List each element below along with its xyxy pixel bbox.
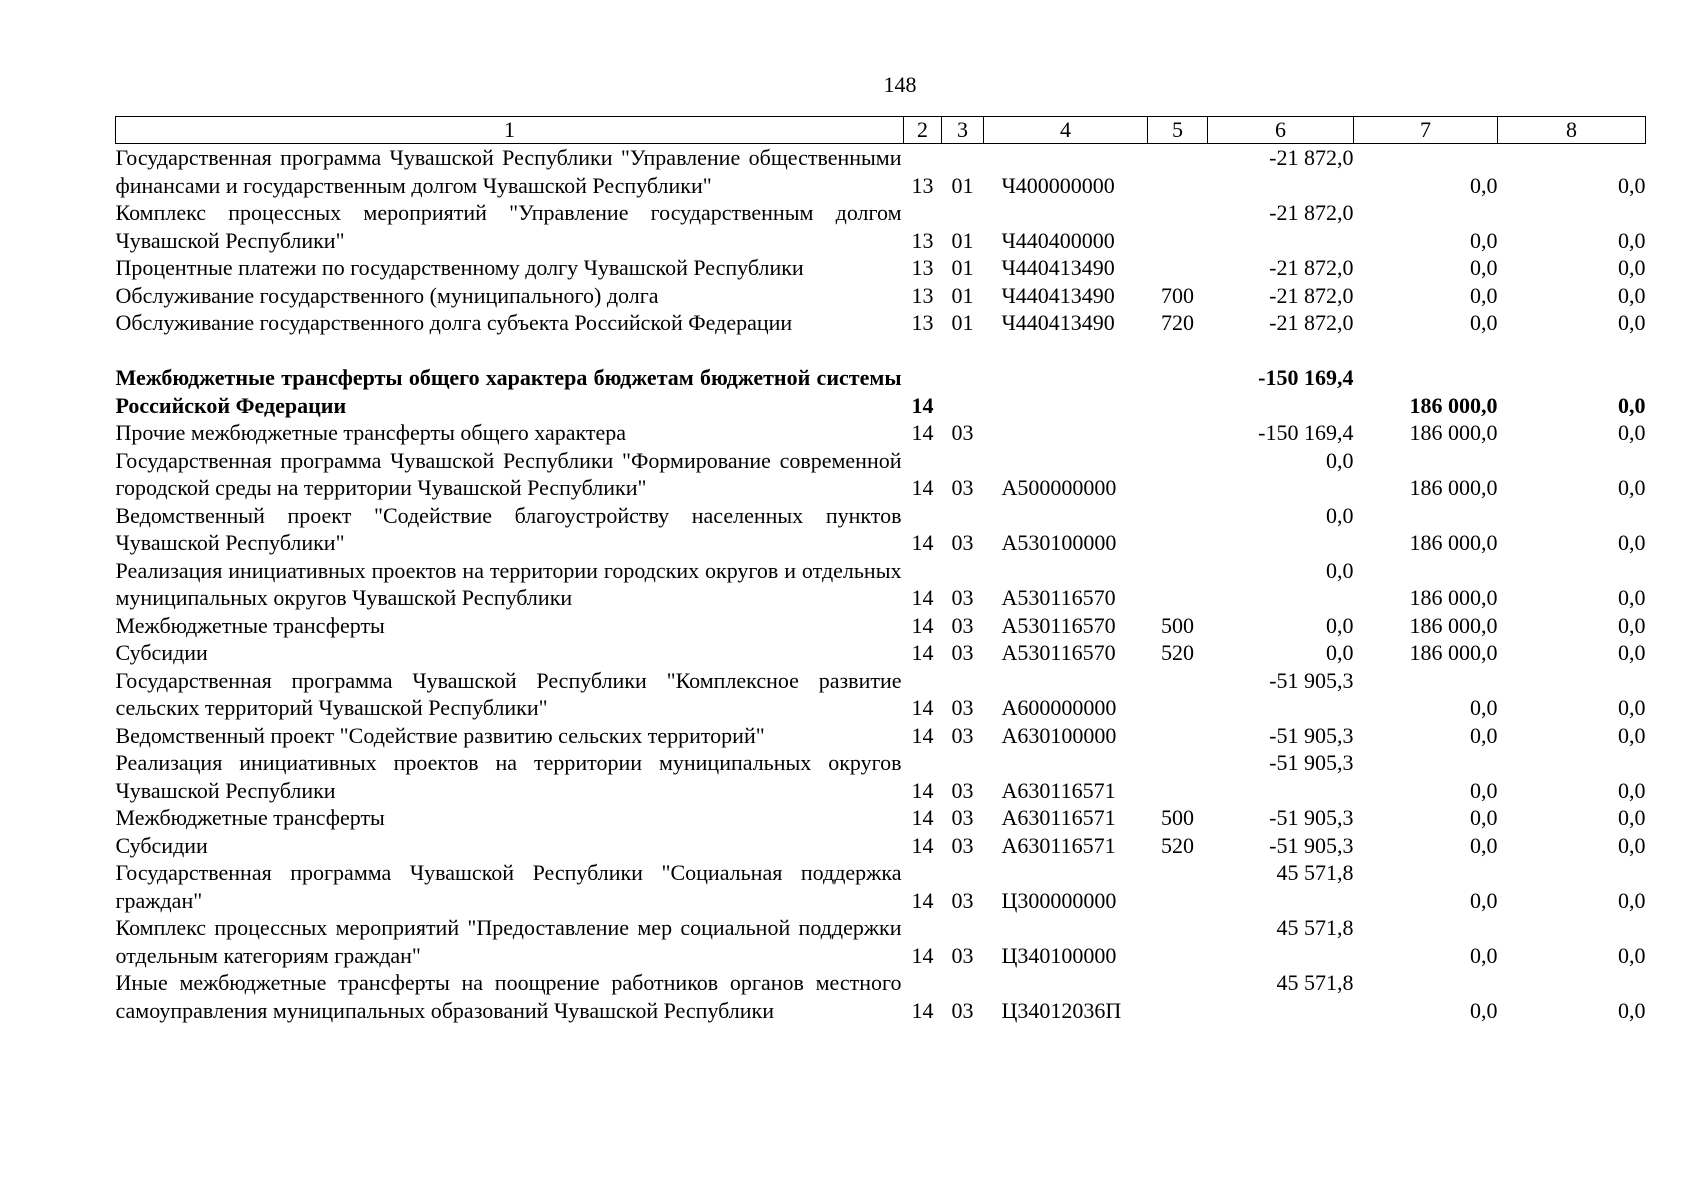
row-value-col7: 186 000,0 bbox=[1409, 475, 1498, 500]
row-name: Комплекс процессных мероприятий "Управление государственным долгом Чувашской Республики" bbox=[115, 200, 902, 253]
row-value-col7: 0,0 bbox=[1470, 942, 1498, 968]
row-value-col7: 0,0 bbox=[1470, 172, 1498, 198]
row-section: 14 bbox=[911, 475, 934, 500]
row-name: Прочие межбюджетные трансферты общего характера bbox=[115, 420, 627, 445]
row-target-article: А530116570 bbox=[1001, 612, 1116, 638]
row-subsection: 03 bbox=[951, 612, 974, 638]
row-expense-type bbox=[1148, 914, 1208, 969]
row-expense-type bbox=[1148, 502, 1208, 557]
row-value-col8: 0,0 bbox=[1618, 640, 1646, 665]
row-name: Комплекс процессных мероприятий "Предоставление мер социальной поддержки отдельным категориям граждан" bbox=[115, 915, 902, 968]
row-value-col6: -21 872,0 bbox=[1269, 200, 1354, 225]
row-expense-type bbox=[1148, 199, 1208, 254]
row-target-article: А530116570 bbox=[1001, 640, 1116, 665]
row-subsection: 03 bbox=[951, 997, 974, 1023]
row-subsection: 03 bbox=[951, 530, 974, 555]
row-name: Обслуживание государственного долга субъекта Российской Федерации bbox=[115, 310, 793, 335]
row-target-article: Ч400000000 bbox=[1001, 172, 1115, 198]
row-value-col8: 0,0 bbox=[1618, 530, 1646, 555]
row-value-col7: 0,0 bbox=[1470, 997, 1498, 1023]
row-value-col7: 186 000,0 bbox=[1409, 612, 1498, 638]
row-section: 14 bbox=[911, 887, 934, 913]
row-target-article bbox=[984, 419, 1148, 447]
table-row bbox=[116, 612, 1646, 640]
table-row bbox=[116, 199, 1646, 254]
row-value-col8: 0,0 bbox=[1618, 997, 1646, 1023]
row-value-col7: 0,0 bbox=[1470, 227, 1498, 253]
row-expense-type bbox=[1148, 419, 1208, 447]
row-expense-type: 520 bbox=[1161, 640, 1194, 665]
row-section: 14 bbox=[911, 695, 934, 720]
table-row bbox=[116, 804, 1646, 832]
row-value-col6: -21 872,0 bbox=[1269, 282, 1354, 308]
row-target-article: Ч440413490 bbox=[1001, 282, 1115, 308]
row-value-col8: 0,0 bbox=[1618, 942, 1646, 968]
row-expense-type bbox=[1148, 722, 1208, 750]
row-target-article: Ц340100000 bbox=[1001, 942, 1117, 968]
row-name: Обслуживание государственного (муниципального) долга bbox=[115, 282, 659, 308]
row-value-col8: 0,0 bbox=[1618, 695, 1646, 720]
column-header: 6 bbox=[1208, 117, 1354, 144]
row-value-col8: 0,0 bbox=[1618, 227, 1646, 253]
row-subsection: 03 bbox=[951, 832, 974, 858]
row-name: Реализация инициативных проектов на территории городских округов и отдельных муниципальных округов Чувашской Республики bbox=[115, 557, 902, 610]
row-expense-type bbox=[1148, 749, 1208, 804]
row-subsection: 01 bbox=[951, 310, 974, 335]
row-target-article: Ц300000000 bbox=[1001, 887, 1117, 913]
row-expense-type bbox=[1148, 144, 1208, 200]
row-name: Государственная программа Чувашской Республики "Социальная поддержка граждан" bbox=[115, 860, 902, 913]
row-name: Межбюджетные трансферты общего характера бюджетам бюджетной системы Российской Федерации bbox=[115, 365, 902, 418]
budget-table bbox=[115, 116, 1646, 1024]
row-section: 14 bbox=[911, 585, 934, 610]
table-row bbox=[116, 502, 1646, 557]
row-value-col6: 0,0 bbox=[1326, 640, 1354, 665]
row-target-article: А630116571 bbox=[1001, 805, 1116, 830]
row-section: 14 bbox=[911, 612, 934, 638]
row-target-article: А600000000 bbox=[1001, 695, 1117, 720]
row-name: Межбюджетные трансферты bbox=[115, 612, 385, 638]
row-value-col6: -150 169,4 bbox=[1258, 365, 1354, 390]
column-header: 1 bbox=[116, 117, 904, 144]
table-row bbox=[116, 419, 1646, 447]
row-subsection: 01 bbox=[951, 172, 974, 198]
row-target-article: А500000000 bbox=[1001, 475, 1117, 500]
row-name: Ведомственный проект "Содействие благоустройству населенных пунктов Чувашской Республики" bbox=[115, 502, 902, 555]
row-section: 14 bbox=[911, 832, 934, 858]
row-section: 14 bbox=[911, 805, 934, 830]
page-number: 148 bbox=[883, 72, 917, 97]
row-subsection: 03 bbox=[951, 887, 974, 913]
row-subsection: 01 bbox=[951, 227, 974, 253]
row-subsection: 03 bbox=[951, 640, 974, 665]
row-value-col7: 0,0 bbox=[1470, 255, 1498, 280]
row-name: Государственная программа Чувашской Республики "Управление общественными финансами и государственным долгом Чувашской Республики" bbox=[115, 145, 902, 198]
row-value-col8: 0,0 bbox=[1618, 887, 1646, 913]
row-value-col7: 0,0 bbox=[1470, 695, 1498, 720]
row-section: 14 bbox=[911, 640, 934, 665]
row-subsection: 03 bbox=[951, 695, 974, 720]
row-name: Межбюджетные трансферты bbox=[115, 805, 385, 830]
row-value-col8: 0,0 bbox=[1618, 172, 1646, 198]
table-row bbox=[116, 914, 1646, 969]
row-value-col7: 0,0 bbox=[1470, 722, 1498, 748]
row-name: Процентные платежи по государственному долгу Чувашской Республики bbox=[115, 255, 804, 280]
row-target-article: Ч440413490 bbox=[1001, 310, 1115, 335]
row-subsection: 01 bbox=[951, 282, 974, 308]
row-value-col6: -51 905,3 bbox=[1269, 805, 1354, 830]
spacer-cell bbox=[116, 337, 1646, 365]
column-header: 7 bbox=[1354, 117, 1498, 144]
row-section: 14 bbox=[911, 530, 934, 555]
row-value-col7: 186 000,0 bbox=[1409, 640, 1498, 665]
row-value-col7: 0,0 bbox=[1470, 805, 1498, 830]
row-value-col7: 0,0 bbox=[1470, 310, 1498, 335]
row-target-article: Ч440413490 bbox=[1001, 255, 1115, 280]
row-expense-type: 700 bbox=[1161, 282, 1194, 308]
row-expense-type bbox=[1148, 447, 1208, 502]
row-subsection: 03 bbox=[951, 722, 974, 748]
row-value-col8: 0,0 bbox=[1618, 255, 1646, 280]
row-target-article bbox=[984, 364, 1148, 419]
row-section: 14 bbox=[911, 777, 934, 803]
table-row bbox=[116, 639, 1646, 667]
table-row bbox=[116, 364, 1646, 419]
table-row bbox=[116, 144, 1646, 200]
column-header: 2 bbox=[904, 117, 942, 144]
row-value-col6: -21 872,0 bbox=[1269, 310, 1354, 335]
row-subsection: 03 bbox=[951, 585, 974, 610]
row-target-article: Ч440400000 bbox=[1001, 227, 1115, 253]
row-section: 14 bbox=[911, 997, 934, 1023]
row-value-col7: 0,0 bbox=[1470, 777, 1498, 803]
row-section: 14 bbox=[911, 722, 934, 748]
row-expense-type: 720 bbox=[1161, 310, 1194, 335]
row-name: Иные межбюджетные трансферты на поощрение работников органов местного самоуправления муниципальных образований Чувашской Республики bbox=[115, 970, 902, 1023]
row-value-col6: 0,0 bbox=[1326, 447, 1354, 473]
row-value-col7: 186 000,0 bbox=[1409, 420, 1498, 445]
row-name: Государственная программа Чувашской Республики "Формирование современной городской среды на территории Чувашской Республики" bbox=[115, 447, 902, 500]
row-section: 14 bbox=[911, 420, 934, 445]
table-row bbox=[116, 447, 1646, 502]
row-value-col6: -51 905,3 bbox=[1269, 750, 1354, 775]
row-value-col6: 0,0 bbox=[1326, 612, 1354, 638]
row-section: 13 bbox=[911, 255, 934, 280]
row-expense-type bbox=[1148, 364, 1208, 419]
column-header: 3 bbox=[942, 117, 984, 144]
row-value-col6: 45 571,8 bbox=[1276, 915, 1354, 940]
table-row bbox=[116, 722, 1646, 750]
table-row bbox=[116, 282, 1646, 310]
table-row bbox=[116, 557, 1646, 612]
row-value-col6: -21 872,0 bbox=[1269, 255, 1354, 280]
row-target-article: А630100000 bbox=[1001, 722, 1117, 748]
row-target-article: Ц34012036П bbox=[1001, 997, 1122, 1023]
row-value-col8: 0,0 bbox=[1618, 585, 1646, 610]
row-value-col8: 0,0 bbox=[1618, 282, 1646, 308]
table-row bbox=[116, 309, 1646, 337]
row-expense-type: 500 bbox=[1161, 805, 1194, 830]
row-name: Государственная программа Чувашской Республики "Комплексное развитие сельских территорий Чувашской Республики" bbox=[115, 667, 902, 720]
table-row bbox=[116, 254, 1646, 282]
row-value-col8: 0,0 bbox=[1618, 777, 1646, 803]
row-section: 14 bbox=[911, 942, 934, 968]
table-row bbox=[116, 832, 1646, 860]
row-subsection: 01 bbox=[951, 255, 974, 280]
row-value-col6: -51 905,3 bbox=[1269, 832, 1354, 858]
row-name: Субсидии bbox=[115, 832, 208, 858]
row-value-col8: 0,0 bbox=[1618, 722, 1646, 748]
row-section: 13 bbox=[911, 310, 934, 335]
row-value-col8: 0,0 bbox=[1618, 805, 1646, 830]
column-header: 4 bbox=[984, 117, 1148, 144]
table-row bbox=[116, 667, 1646, 722]
column-header: 8 bbox=[1498, 117, 1646, 144]
row-value-col6: 45 571,8 bbox=[1276, 860, 1354, 885]
row-value-col6: -51 905,3 bbox=[1269, 667, 1354, 693]
table-body bbox=[116, 144, 1646, 1025]
row-expense-type bbox=[1148, 254, 1208, 282]
table-row bbox=[116, 859, 1646, 914]
row-value-col8: 0,0 bbox=[1618, 612, 1646, 638]
row-value-col8: 0,0 bbox=[1618, 392, 1646, 418]
row-value-col6: -150 169,4 bbox=[1258, 420, 1354, 445]
row-subsection: 03 bbox=[951, 942, 974, 968]
row-target-article: А630116571 bbox=[1001, 832, 1116, 858]
row-section: 13 bbox=[911, 172, 934, 198]
row-target-article: А630116571 bbox=[1001, 777, 1116, 803]
row-value-col7: 0,0 bbox=[1470, 282, 1498, 308]
row-subsection: 03 bbox=[951, 475, 974, 500]
row-value-col7: 0,0 bbox=[1470, 887, 1498, 913]
row-name: Реализация инициативных проектов на территории муниципальных округов Чувашской Республики bbox=[115, 750, 902, 803]
row-name: Ведомственный проект "Содействие развитию сельских территорий" bbox=[115, 722, 765, 748]
row-expense-type bbox=[1148, 969, 1208, 1024]
row-expense-type: 520 bbox=[1161, 832, 1194, 858]
row-subsection bbox=[942, 364, 984, 419]
spacer-row bbox=[116, 337, 1646, 365]
row-value-col8: 0,0 bbox=[1618, 832, 1646, 858]
table-row bbox=[116, 749, 1646, 804]
row-value-col8: 0,0 bbox=[1618, 420, 1646, 445]
row-subsection: 03 bbox=[951, 777, 974, 803]
row-value-col6: 0,0 bbox=[1326, 557, 1354, 583]
row-value-col8: 0,0 bbox=[1618, 475, 1646, 500]
row-expense-type bbox=[1148, 667, 1208, 722]
row-value-col6: -51 905,3 bbox=[1269, 722, 1354, 748]
row-name: Субсидии bbox=[115, 640, 208, 665]
row-expense-type bbox=[1148, 859, 1208, 914]
row-target-article: А530116570 bbox=[1001, 585, 1116, 610]
row-section: 13 bbox=[911, 227, 934, 253]
row-subsection: 03 bbox=[951, 420, 974, 445]
row-value-col6: 0,0 bbox=[1326, 502, 1354, 528]
row-section: 14 bbox=[911, 392, 934, 418]
row-value-col6: -21 872,0 bbox=[1269, 145, 1354, 170]
row-value-col8: 0,0 bbox=[1618, 310, 1646, 335]
row-value-col7: 186 000,0 bbox=[1409, 392, 1498, 418]
row-value-col7: 186 000,0 bbox=[1409, 585, 1498, 610]
row-target-article: А530100000 bbox=[1001, 530, 1117, 555]
column-header: 5 bbox=[1148, 117, 1208, 144]
row-value-col7: 0,0 bbox=[1470, 832, 1498, 858]
row-subsection: 03 bbox=[951, 805, 974, 830]
row-section: 13 bbox=[911, 282, 934, 308]
row-value-col7: 186 000,0 bbox=[1409, 530, 1498, 555]
row-value-col6: 45 571,8 bbox=[1276, 970, 1354, 995]
table-row bbox=[116, 969, 1646, 1024]
row-expense-type: 500 bbox=[1161, 612, 1194, 638]
row-expense-type bbox=[1148, 557, 1208, 612]
header-row bbox=[116, 117, 1646, 144]
